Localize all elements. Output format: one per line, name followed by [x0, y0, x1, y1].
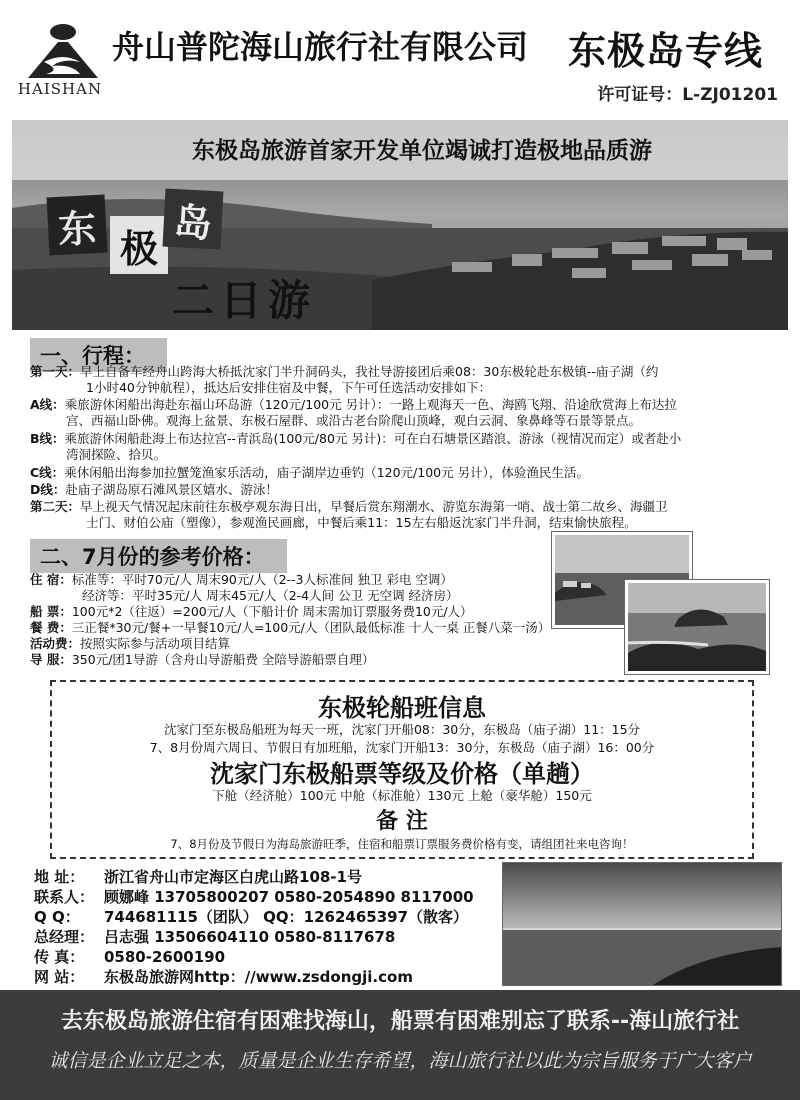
- banner: [12, 120, 788, 330]
- fax-row: [34, 946, 225, 967]
- day2-text: 早上视天气情况起床前往东极亭观东海日出，早餐后赏东翔潮水、游览东海第一哨、战士第二故乡、海疆卫: [80, 499, 668, 514]
- lodging-standard: 标准等：平时70元/人 周末90元/人（2--3人标准间 独卫 彩电 空调）: [71, 572, 453, 587]
- coast-rocks-photo: [625, 580, 769, 674]
- fare-title: 沈家门东极船票等级及价格（单趟）: [210, 760, 594, 788]
- route-d-text: 赴庙子湖岛原石滩风景区嬉水、游泳！: [65, 482, 278, 497]
- website-link[interactable]: 东极岛旅游网http：//www.zsdongji.com: [104, 968, 413, 986]
- title-char-ji: 极: [110, 216, 168, 274]
- fax-value: 0580-2600190: [104, 948, 226, 966]
- banner-slogan: 东极岛旅游首家开发单位竭诚打造极地品质游: [192, 138, 652, 164]
- website-label: 网 站：: [34, 968, 85, 986]
- itinerary-heading: 一、行程：: [30, 338, 167, 372]
- route-a-text: 乘旅游休闲船出海赴东福山环岛游（120元/100元 另计）：一路上观海天一色、海鸥飞翔、沿途欣赏海上布达拉: [64, 397, 677, 412]
- title-char-dong: 东: [47, 195, 108, 256]
- activity-line: [30, 636, 230, 652]
- price-heading: 二、7月份的参考价格：: [30, 539, 287, 573]
- lodging-line: [30, 572, 453, 588]
- manager-value: 吕志强 13506604110 0580-8117678: [104, 928, 396, 946]
- contact-person-label: 联系人：: [34, 888, 95, 906]
- ship-price-label: 船 票：: [30, 604, 72, 619]
- lodging-economy: 经济等：平时35元/人 周末45元/人（2-4人间 公卫 无空调 经济房）: [82, 588, 459, 603]
- manager-label: 总经理：: [34, 928, 95, 946]
- notes-line: 7、8月份及节假日为海岛旅游旺季，住宿和船票订票服务费价格有变，请组团社来电咨询！: [170, 837, 634, 851]
- line-title: 东极岛专线: [568, 29, 764, 73]
- day2-line: [30, 499, 668, 515]
- ship-price-line: [30, 604, 473, 620]
- day1-line-2: 1小时40分钟航程），抵达后安排住宿及中餐，下午可任选活动安排如下：: [86, 380, 492, 395]
- qq-value: 744681115（团队） QQ：1262465397（散客）: [104, 908, 469, 926]
- route-c-text: 乘休闲船出海参加拉蟹笼渔家乐活动，庙子湖岸边垂钓（120元/100元 另计），体验渔民生活。: [64, 465, 589, 480]
- footer: [0, 990, 800, 1100]
- ship-schedule-line1: 沈家门至东极岛船班为每天一班，沈家门开船08：30分，东极岛（庙子湖）11：15分: [163, 722, 641, 737]
- activity-text: 按照实际参与活动项目结算: [80, 636, 231, 651]
- fax-label: 传 真：: [34, 948, 85, 966]
- notes-title: 备 注: [376, 809, 428, 834]
- route-b-line: [30, 431, 681, 447]
- website-row: [34, 966, 413, 987]
- lodging-label: 住 宿：: [30, 572, 72, 587]
- banner-subtitle: 二日游: [172, 276, 317, 325]
- contact-person-row: [34, 886, 474, 907]
- ship-price-text: 100元*2（往返）=200元/人（下船计价 周末需加订票服务费10元/人）: [71, 604, 473, 619]
- meal-line: [30, 620, 550, 636]
- ship-info-box: [50, 680, 754, 859]
- ship-info-title: 东极轮船班信息: [318, 694, 486, 722]
- day2-label: 第二天：: [30, 499, 81, 514]
- guide-label: 导 服：: [30, 652, 72, 667]
- address-label: 地 址：: [34, 868, 85, 886]
- sea-sunset-photo: [502, 862, 782, 986]
- route-d-label: D线：: [30, 482, 66, 497]
- route-b-text: 乘旅游休闲船赴海上布达拉宫--青浜岛(100元/80元 另计)：可在白石塘景区踏浪、游泳（视情况而定）或者赴小: [64, 431, 682, 446]
- day2-line-2: 士门、财伯公庙（塑像），参观渔民画廊，中餐后乘11：15左右船返沈家门半升洞，结束愉快旅程。: [86, 515, 637, 530]
- address-value: 浙江省舟山市定海区白虎山路108-1号: [104, 868, 362, 886]
- day1-text: 早上自备车经舟山跨海大桥抵沈家门半升洞码头，我社导游接团后乘08：30东极轮赴东极镇--庙子湖（约: [80, 364, 659, 379]
- guide-line: [30, 652, 374, 668]
- route-a-line-2: 宫、西福山卧佛。观海上盆景、东极石屋群、或沿古老台阶爬山顶峰，观白云洞、象鼻峰等石景等景点。: [66, 413, 642, 428]
- logo-text: HAISHAN: [17, 80, 103, 98]
- route-b-line-2: 湾洞探险、拾贝。: [66, 447, 167, 462]
- company-name: 舟山普陀海山旅行社有限公司: [112, 28, 529, 66]
- header: [0, 0, 800, 120]
- license-number: 许可证号：L-ZJ01201: [597, 85, 778, 105]
- route-b-label: B线：: [30, 431, 65, 446]
- route-a-line: [30, 397, 677, 413]
- day1-label: 第一天：: [30, 364, 81, 379]
- footer-slogan: 去东极岛旅游住宿有困难找海山，船票有困难别忘了联系--海山旅行社: [60, 1009, 740, 1034]
- fare-line: 下舱（经济舱）100元 中舱（标准舱）130元 上舱（豪华舱）150元: [212, 788, 592, 803]
- meal-text: 三正餐*30元/餐+一早餐10元/人=100元/人（团队最低标准 十人一桌 正餐八菜一汤）: [71, 620, 551, 635]
- qq-row: [34, 906, 468, 927]
- route-c-line: [30, 465, 589, 481]
- title-char-dao: 岛: [163, 189, 224, 250]
- address-row: [34, 866, 362, 887]
- manager-row: [34, 926, 395, 947]
- qq-label: Q Q：: [34, 908, 80, 926]
- contact-person-value: 顾娜峰 13705800207 0580-2054890 8117000: [104, 888, 474, 906]
- route-d-line: [30, 482, 278, 498]
- activity-label: 活动费：: [30, 636, 81, 651]
- ship-schedule-line2: 7、8月份周六周日、节假日有加班船，沈家门开船13：30分，东极岛（庙子湖）16：00分: [149, 740, 655, 755]
- route-a-label: A线：: [30, 397, 65, 412]
- guide-text: 350元/团1导游（含舟山导游船费 全陪导游船票自理）: [71, 652, 375, 667]
- footer-motto: 诚信是企业立足之本，质量是企业生存希望，海山旅行社以此为宗旨服务于广大客户: [48, 1050, 752, 1072]
- meal-label: 餐 费：: [30, 620, 72, 635]
- day1-line: [30, 364, 658, 380]
- route-c-label: C线：: [30, 465, 65, 480]
